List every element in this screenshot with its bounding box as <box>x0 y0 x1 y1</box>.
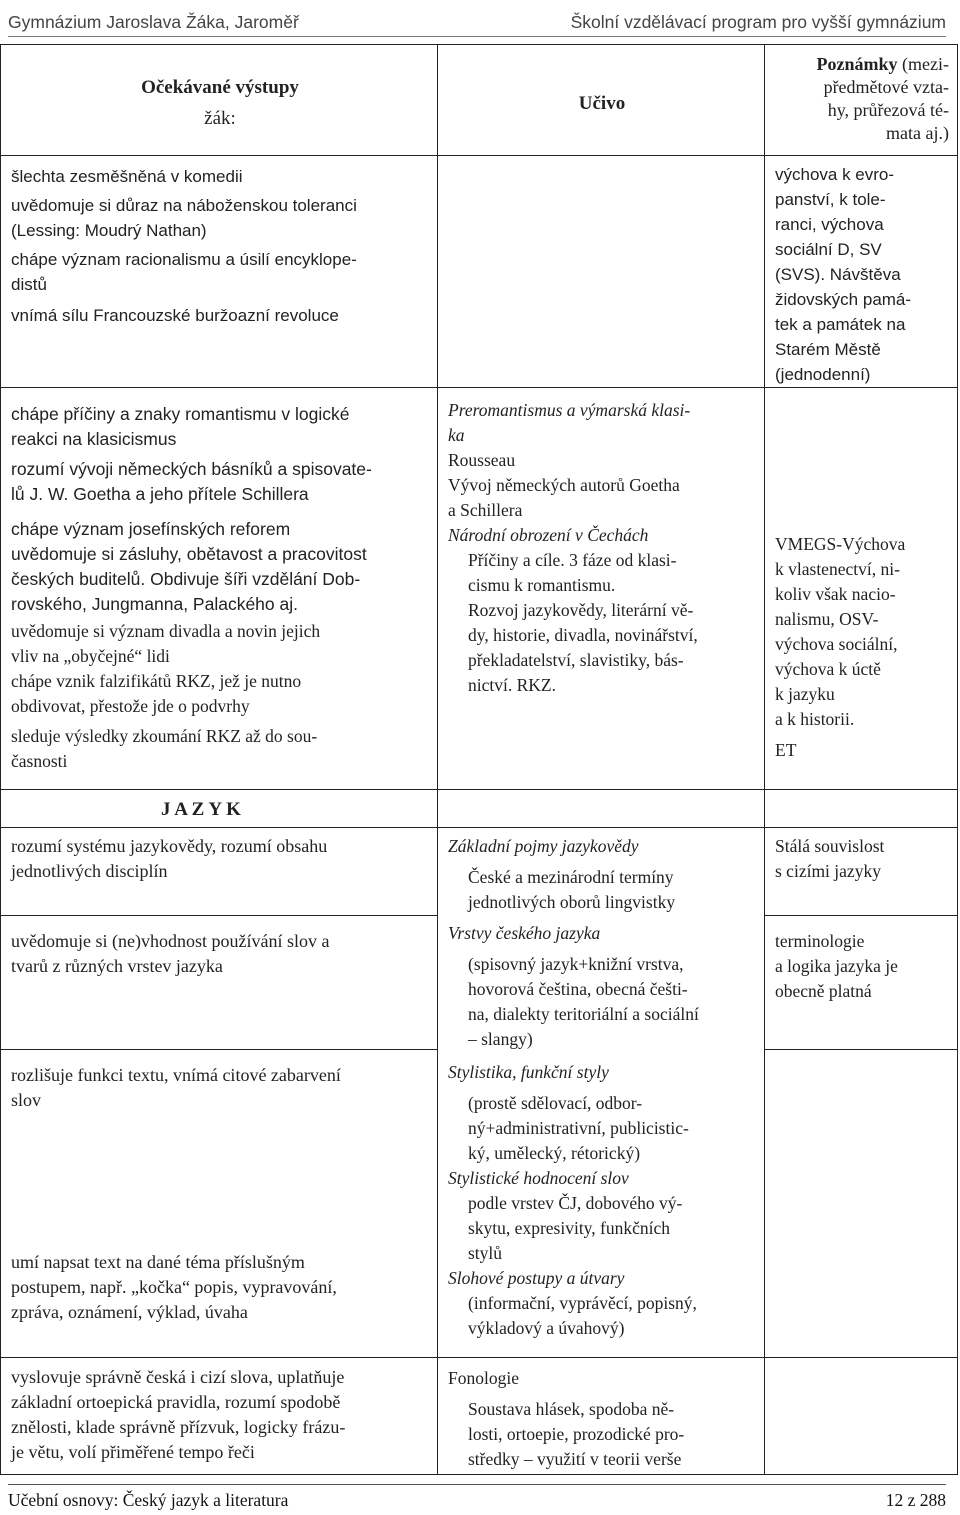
row1-outputs <box>0 155 438 388</box>
output-line: uvědomuje si (ne)vhodnost používání slov a <box>11 931 330 951</box>
output-line: uvědomuje si důraz na náboženskou toleranci <box>11 196 357 215</box>
section-title-cell <box>0 789 438 828</box>
curriculum-heading: Preromantismus a výmarská klasi- <box>448 400 691 420</box>
header-notes-cell <box>764 44 958 156</box>
outputs-title: Očekávané výstupy <box>141 77 299 98</box>
row3-outputs <box>0 827 438 1358</box>
note-line: k vlastenectví, ni- <box>775 559 900 579</box>
row2-curriculum <box>437 387 765 790</box>
row4-notes <box>764 1357 958 1475</box>
curriculum-line: dy, historie, divadla, novinářství, <box>468 625 698 645</box>
note-line: sociální D, SV <box>775 240 882 259</box>
curriculum-line: středky – využití v teorii verše <box>468 1449 682 1469</box>
note-line: panství, k tole- <box>775 190 886 209</box>
output-line: umí napsat text na dané téma příslušným <box>11 1252 305 1272</box>
note-line: ET <box>775 740 797 760</box>
output-line: uvědomuje si význam divadla a novin jejich <box>11 621 321 641</box>
note-line: nalismu, OSV- <box>775 609 879 629</box>
outputs-subtitle: žák: <box>204 108 236 129</box>
curriculum-title: Učivo <box>578 93 626 114</box>
output-line: postupem, např. „kočka“ popis, vypravování, <box>11 1277 337 1297</box>
output-line: obdivovat, přestože jde o podvrhy <box>11 696 250 716</box>
notes-title: Poznámky <box>816 54 898 74</box>
output-line: chápe význam racionalismu a úsilí encyklope- <box>11 250 357 269</box>
output-line: vliv na „obyčejné“ lidi <box>11 646 170 666</box>
output-line: chápe význam josefínských reforem <box>11 519 291 539</box>
output-line: sleduje výsledky zkoumání RKZ až do sou- <box>11 726 318 746</box>
output-line: vyslovuje správně česká i cizí slova, uplatňuje <box>11 1367 345 1387</box>
curriculum-heading: Fonologie <box>448 1368 519 1388</box>
program-name: Školní vzdělávací program pro vyšší gymnázium <box>570 12 946 32</box>
curriculum-line: na, dialekty teritoriální a sociální <box>468 1004 699 1024</box>
curriculum-heading: Slohové postupy a útvary <box>448 1268 625 1288</box>
note-line: Starém Městě <box>775 340 881 359</box>
curriculum-line: hovorová čeština, obecná češti- <box>468 979 688 999</box>
curriculum-line: (prostě sdělovací, odbor- <box>468 1093 643 1113</box>
output-line: chápe vznik falzifikátů RKZ, jež je nutno <box>11 671 302 691</box>
curriculum-line: výkladový a úvahový) <box>468 1318 625 1338</box>
curriculum-line: Rozvoj jazykovědy, literární vě- <box>468 600 694 620</box>
output-line: rozlišuje funkci textu, vnímá citové zabarvení <box>11 1065 341 1085</box>
curriculum-line: (spisovný jazyk+knižní vrstva, <box>468 954 684 974</box>
output-line: jednotlivých disciplín <box>11 861 168 881</box>
curriculum-line: ký, umělecký, rétorický) <box>468 1143 641 1163</box>
output-line: rovského, Jungmanna, Palackého aj. <box>11 594 298 614</box>
curriculum-line: podle vrstev ČJ, dobového vý- <box>468 1193 683 1213</box>
curriculum-line: Příčiny a cíle. 3 fáze od klasi- <box>468 550 677 570</box>
row4-curriculum <box>437 1357 765 1475</box>
notes-sub-4: mata aj.) <box>886 123 949 143</box>
row3-notes <box>764 827 958 1358</box>
curriculum-line: losti, ortoepie, prozodické pro- <box>468 1424 685 1444</box>
output-line: je větu, volí přiměřené tempo řeči <box>11 1442 255 1462</box>
note-line: terminologie <box>775 931 865 951</box>
curriculum-heading: Stylistika, funkční styly <box>448 1062 609 1082</box>
curriculum-heading: Vrstvy českého jazyka <box>448 923 601 943</box>
note-line: ranci, výchova <box>775 215 884 234</box>
output-line: vnímá sílu Francouzské buržoazní revoluce <box>11 306 339 325</box>
output-line: chápe příčiny a znaky romantismu v logické <box>11 404 350 424</box>
curriculum-line: nictví. RKZ. <box>468 675 556 695</box>
page-number: 12 z 288 <box>885 1489 946 1510</box>
footer-subject: Učební osnovy: Český jazyk a literatura <box>8 1489 289 1510</box>
output-line: tvarů z různých vrstev jazyka <box>11 956 223 976</box>
section-notes-cell <box>764 789 958 828</box>
output-line: zpráva, oznámení, výklad, úvaha <box>11 1302 248 1322</box>
output-line: slov <box>11 1090 42 1110</box>
row2-outputs <box>0 387 438 790</box>
note-line: k jazyku <box>775 684 835 704</box>
header-outputs-cell <box>0 44 438 156</box>
note-line: výchova sociální, <box>775 634 898 654</box>
note-line: obecně platná <box>775 981 872 1001</box>
output-line: reakci na klasicismus <box>11 429 177 449</box>
output-line: uvědomuje si zásluhy, obětavost a pracovitost <box>11 544 367 564</box>
note-line: židovských pamá- <box>775 290 912 309</box>
output-line: základní ortoepická pravidla, rozumí spodobě <box>11 1392 341 1412</box>
curriculum-heading: Stylistické hodnocení slov <box>448 1168 629 1188</box>
note-line: Stálá souvislost <box>775 836 885 856</box>
curriculum-line: Soustava hlásek, spodoba ně- <box>468 1399 675 1419</box>
row4-outputs <box>0 1357 438 1475</box>
output-line: znělosti, klade správně přízvuk, logicky frázu- <box>11 1417 346 1437</box>
note-line: (SVS). Návštěva <box>775 265 901 284</box>
output-line: šlechta zesměšněná v komedii <box>11 167 243 186</box>
curriculum-line: České a mezinárodní termíny <box>468 867 674 887</box>
note-line: koliv však nacio- <box>775 584 896 604</box>
curriculum-heading: Národní obrození v Čechách <box>448 525 649 545</box>
output-line: lů J. W. Goetha a jeho přítele Schillera <box>11 484 309 504</box>
note-line: VMEGS-Výchova <box>775 534 906 554</box>
section-curriculum-cell <box>437 789 765 828</box>
notes-sub-2: předmětové vzta- <box>823 77 949 97</box>
curriculum-heading: Základní pojmy jazykovědy <box>448 836 639 856</box>
curriculum-heading: ka <box>448 425 465 445</box>
output-line: rozumí vývoji německých básníků a spisovate- <box>11 459 372 479</box>
curriculum-line: Rousseau <box>448 450 516 470</box>
output-line: českých buditelů. Obdivuje šíři vzdělání Dob- <box>11 569 361 589</box>
output-line: časnosti <box>11 751 68 771</box>
note-line: výchova k úctě <box>775 659 881 679</box>
output-line: (Lessing: Moudrý Nathan) <box>11 221 207 240</box>
note-line: tek a památek na <box>775 315 906 334</box>
note-line: a logika jazyka je <box>775 956 898 976</box>
school-name: Gymnázium Jaroslava Žáka, Jaroměř <box>8 12 299 32</box>
curriculum-line: Vývoj německých autorů Goetha <box>448 475 680 495</box>
curriculum-line: překladatelství, slavistiky, bás- <box>468 650 684 670</box>
note-line: (jednodenní) <box>775 365 871 384</box>
curriculum-line: – slangy) <box>468 1029 533 1049</box>
section-title: J A Z Y K <box>161 799 241 820</box>
notes-sub-1: (mezi- <box>902 54 949 74</box>
note-line: výchova k evro- <box>775 165 895 184</box>
row2-notes <box>764 387 958 790</box>
row3-curriculum <box>437 827 765 1358</box>
curriculum-line: skytu, expresivity, funkčních <box>468 1218 671 1238</box>
curriculum-line: a Schillera <box>448 500 523 520</box>
curriculum-line: cismu k romantismu. <box>468 575 616 595</box>
output-line: distů <box>11 275 47 294</box>
curriculum-line: ný+administrativní, publicistic- <box>468 1118 689 1138</box>
page-footer <box>8 1484 946 1515</box>
note-line: s cizími jazyky <box>775 861 881 881</box>
output-line: rozumí systému jazykovědy, rozumí obsahu <box>11 836 328 856</box>
note-line: a k historii. <box>775 709 855 729</box>
row1-notes <box>764 155 958 388</box>
row1-curriculum <box>437 155 765 388</box>
header-curriculum-cell <box>437 44 765 156</box>
curriculum-line: (informační, vyprávěcí, popisný, <box>468 1293 697 1313</box>
curriculum-line: jednotlivých oborů lingvistky <box>468 892 676 912</box>
notes-sub-3: hy, průřezová té- <box>827 100 949 120</box>
curriculum-line: stylů <box>468 1243 503 1263</box>
